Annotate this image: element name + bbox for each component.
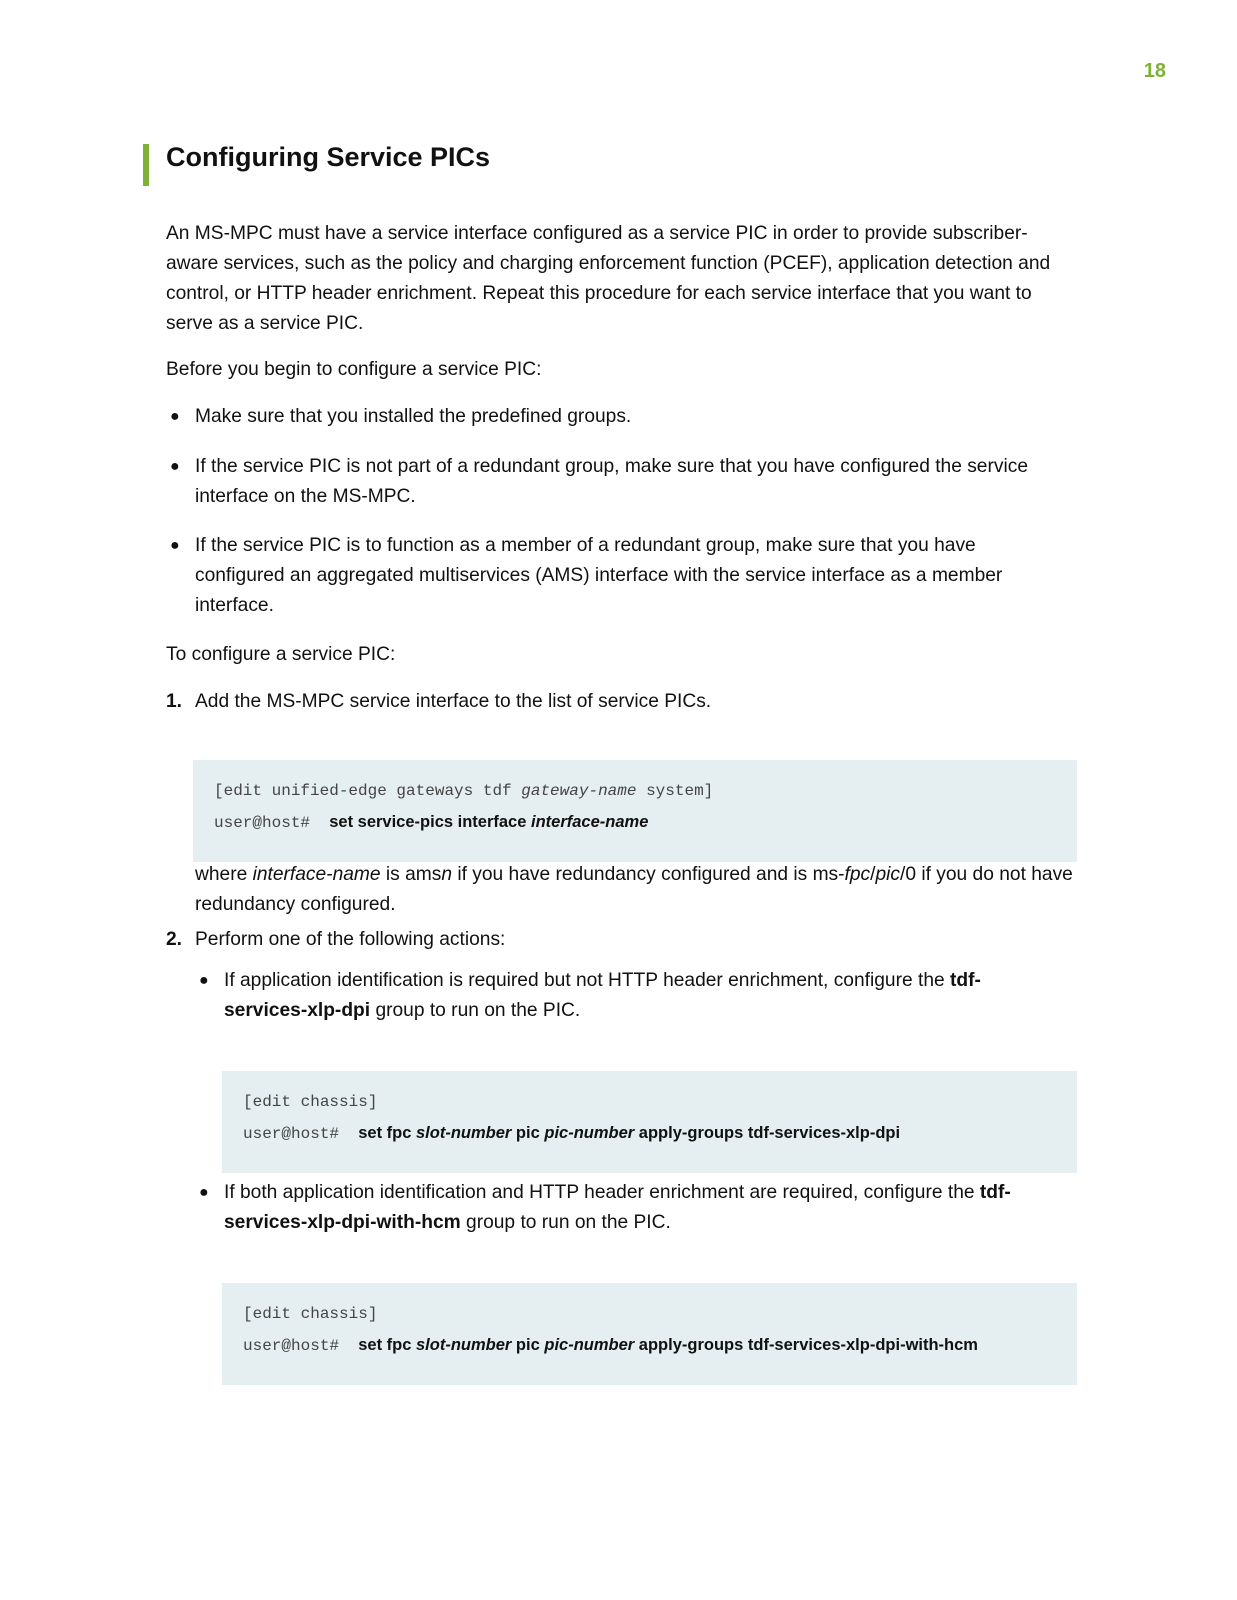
cli-prompt: user@host# [243,1125,340,1143]
list-item: ● If application identification is required but not HTTP header enrichment, configure the tdf-services-xlp-dpi group to run on the PIC. [224,966,1044,1026]
step-number: 1. [166,691,183,712]
step-note: where interface-name is amsn if you have redundancy configured and is ms-fpc/pic/0 if you do not have redundancy configured. [195,864,1073,915]
group-name: tdf-services-xlp-dpi [224,970,981,1021]
before-begin-text: Before you begin to configure a service PIC: [166,359,542,380]
list-item-text: If the service PIC is to function as a member of a redundant group, make sure that you have configured an aggregated multiservices (AMS) interface with the service interface as a member interface. [195,535,1003,616]
code-block [193,760,1077,862]
code-line: [edit unified-edge gateways tdf gateway-name system] [214,782,714,800]
list-item-text: Make sure that you installed the predefined groups. [195,406,632,427]
bullet-icon: ● [199,972,209,989]
step-text: Perform one of the following actions: [195,929,506,950]
cli-command: set fpc slot-number pic pic-number apply-groups tdf-services-xlp-dpi-with-hcm [358,1336,978,1354]
code-line: [edit chassis] [243,1305,378,1323]
code-block [222,1071,1077,1173]
code-line [243,1336,978,1355]
bullet-icon: ● [170,537,180,554]
code-line [214,813,648,832]
list-item-text: If the service PIC is not part of a redundant group, make sure that you have configured the service interface on the MS-MPC. [195,456,1028,507]
cli-command: set service-pics interface interface-name [329,813,649,831]
code-block [222,1283,1077,1385]
list-item: ● If both application identification and HTTP header enrichment are required, configure the tdf-services-xlp-dpi-with-hcm group to run on the PIC. [224,1178,1064,1238]
to-configure-text: To configure a service PIC: [166,644,396,665]
page-title: Configuring Service PICs [166,142,491,172]
intro-paragraph: An MS-MPC must have a service interface configured as a service PIC in order to provide subscriber-aware services, such as the policy and charging enforcement function (PCEF), application detection and control, or HTTP header enrichment. Repeat this procedure for each service interface that you want to serve as a service PIC. [166,223,1051,334]
bullet-icon: ● [170,408,180,425]
list-item [170,531,1055,621]
group-name: tdf-services-xlp-dpi-with-hcm [224,1182,1011,1233]
code-line: [edit chassis] [243,1093,378,1111]
step-number: 2. [166,929,183,950]
page-number: 18 [1143,60,1166,82]
code-line [243,1124,900,1143]
bullet-icon: ● [170,458,180,475]
bullet-icon: ● [199,1184,209,1201]
list-item [170,452,1075,512]
step-text: Add the MS-MPC service interface to the list of service PICs. [195,691,712,712]
cli-prompt: user@host# [243,1337,340,1355]
list-item [170,402,1075,432]
cli-prompt: user@host# [214,814,311,832]
title-accent-bar [143,144,149,186]
cli-command: set fpc slot-number pic pic-number apply-groups tdf-services-xlp-dpi [358,1124,901,1142]
